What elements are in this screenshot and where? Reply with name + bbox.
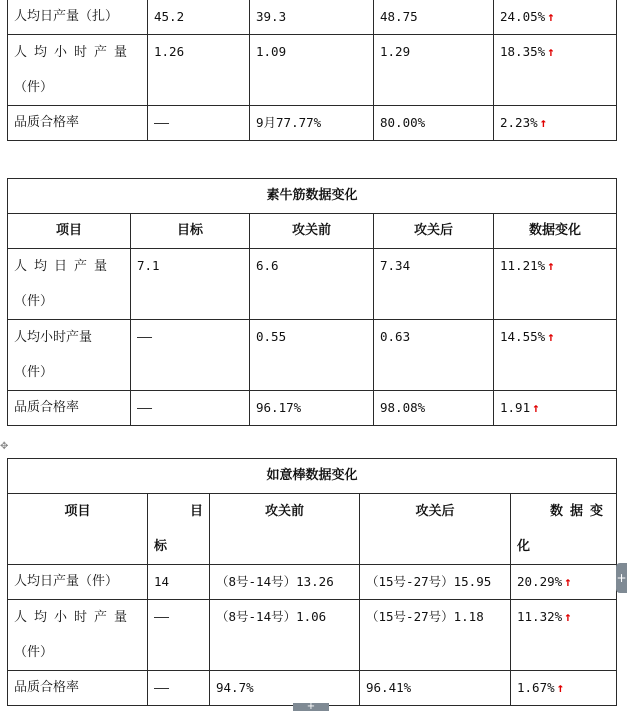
item-cell	[8, 600, 148, 671]
header-item: 项目	[8, 214, 131, 249]
up-arrow-icon: ↑	[564, 574, 572, 589]
item-label-line1: 人均日产量	[14, 259, 115, 274]
after-cell: （15号-27号）1.18	[360, 600, 511, 671]
change-cell	[494, 0, 617, 35]
header-change	[511, 494, 617, 565]
item-cell: 品质合格率	[8, 106, 148, 141]
before-cell: 94.7%	[210, 671, 360, 706]
target-cell: ——	[131, 391, 250, 426]
header-after: 攻关后	[374, 214, 494, 249]
before-cell: 6.6	[250, 249, 374, 320]
plus-icon: +	[616, 571, 627, 585]
change-cell	[494, 35, 617, 106]
target-cell: ——	[148, 106, 250, 141]
change-value: 2.23%	[500, 115, 538, 130]
before-cell: 9月77.77%	[250, 106, 374, 141]
before-cell: （8号-14号）13.26	[210, 565, 360, 600]
after-cell: 0.63	[374, 320, 494, 391]
item-label-line1: 人均小时产量	[14, 45, 135, 60]
item-cell: 人均日产量（件）	[8, 565, 148, 600]
up-arrow-icon: ↑	[556, 680, 565, 695]
change-cell	[511, 671, 617, 706]
change-cell	[511, 565, 617, 600]
up-arrow-icon: ↑	[547, 44, 555, 59]
table-row	[8, 106, 617, 141]
before-cell: （8号-14号）1.06	[210, 600, 360, 671]
header-target-line1: 目	[189, 504, 203, 519]
table-title-row	[8, 459, 617, 494]
table-row	[8, 600, 617, 671]
after-cell: 96.41%	[360, 671, 511, 706]
change-value: 11.32%	[517, 609, 563, 624]
up-arrow-icon: ↑	[532, 400, 540, 415]
change-value: 11.21%	[500, 258, 546, 273]
item-label-line2: （件）	[14, 645, 54, 660]
item-label-line2: （件）	[14, 294, 54, 309]
item-label-line1: 人均小时产量	[14, 330, 93, 345]
before-cell: 96.17%	[250, 391, 374, 426]
item-label-line1: 人均小时产量	[14, 610, 135, 625]
change-value: 20.29%	[517, 574, 563, 589]
change-value: 24.05%	[500, 9, 546, 24]
header-target-line2: 标	[154, 539, 168, 554]
header-item: 项目	[8, 494, 148, 565]
header-before: 攻关前	[250, 214, 374, 249]
item-cell: 品质合格率	[8, 671, 148, 706]
change-value: 18.35%	[500, 44, 546, 59]
table-row	[8, 35, 617, 106]
target-cell: 1.26	[148, 35, 250, 106]
table-row	[8, 249, 617, 320]
productivity-table-1	[7, 0, 617, 141]
productivity-table-3	[7, 458, 617, 706]
header-target: 目标	[131, 214, 250, 249]
after-cell: 48.75	[374, 0, 494, 35]
change-value: 1.67%	[517, 680, 555, 695]
target-cell: 45.2	[148, 0, 250, 35]
add-row-button[interactable]	[293, 703, 329, 711]
up-arrow-icon: ↑	[547, 329, 555, 344]
after-cell: 1.29	[374, 35, 494, 106]
item-cell	[8, 35, 148, 106]
move-handle-icon[interactable]: ✥	[0, 441, 9, 452]
header-change-line2: 化	[517, 539, 531, 554]
table-row	[8, 391, 617, 426]
item-label-line2: （件）	[14, 80, 54, 95]
target-cell: ——	[148, 671, 210, 706]
item-cell	[8, 320, 131, 391]
up-arrow-icon: ↑	[564, 609, 572, 624]
header-before: 攻关前	[210, 494, 360, 565]
item-cell	[8, 249, 131, 320]
target-cell: 14	[148, 565, 210, 600]
header-change-line1: 数据变	[550, 504, 611, 519]
table-row	[8, 320, 617, 391]
up-arrow-icon: ↑	[547, 258, 555, 273]
change-cell	[494, 106, 617, 141]
target-cell: ——	[148, 600, 210, 671]
add-column-button[interactable]	[616, 563, 627, 593]
table-row	[8, 0, 617, 35]
change-value: 14.55%	[500, 329, 546, 344]
after-cell: 7.34	[374, 249, 494, 320]
plus-icon: +	[306, 701, 316, 712]
target-cell: ——	[131, 320, 250, 391]
change-cell	[494, 320, 617, 391]
after-cell: （15号-27号）15.95	[360, 565, 511, 600]
header-change: 数据变化	[494, 214, 617, 249]
after-cell: 80.00%	[374, 106, 494, 141]
after-cell: 98.08%	[374, 391, 494, 426]
table-row	[8, 565, 617, 600]
header-target	[148, 494, 210, 565]
table-title-row	[8, 179, 617, 214]
up-arrow-icon: ↑	[539, 115, 548, 130]
table-header-row	[8, 214, 617, 249]
change-cell	[511, 600, 617, 671]
before-cell: 39.3	[250, 0, 374, 35]
table-title: 如意棒数据变化	[8, 459, 617, 494]
productivity-table-2	[7, 178, 617, 426]
item-cell: 品质合格率	[8, 391, 131, 426]
before-cell: 0.55	[250, 320, 374, 391]
up-arrow-icon: ↑	[547, 9, 555, 24]
change-cell	[494, 249, 617, 320]
item-cell: 人均日产量（扎）	[8, 0, 148, 35]
change-cell	[494, 391, 617, 426]
target-cell: 7.1	[131, 249, 250, 320]
table-header-row	[8, 494, 617, 565]
item-label-line2: （件）	[14, 365, 54, 380]
change-value: 1.91	[500, 400, 531, 415]
header-after: 攻关后	[360, 494, 511, 565]
table-title: 素牛筋数据变化	[8, 179, 617, 214]
before-cell: 1.09	[250, 35, 374, 106]
